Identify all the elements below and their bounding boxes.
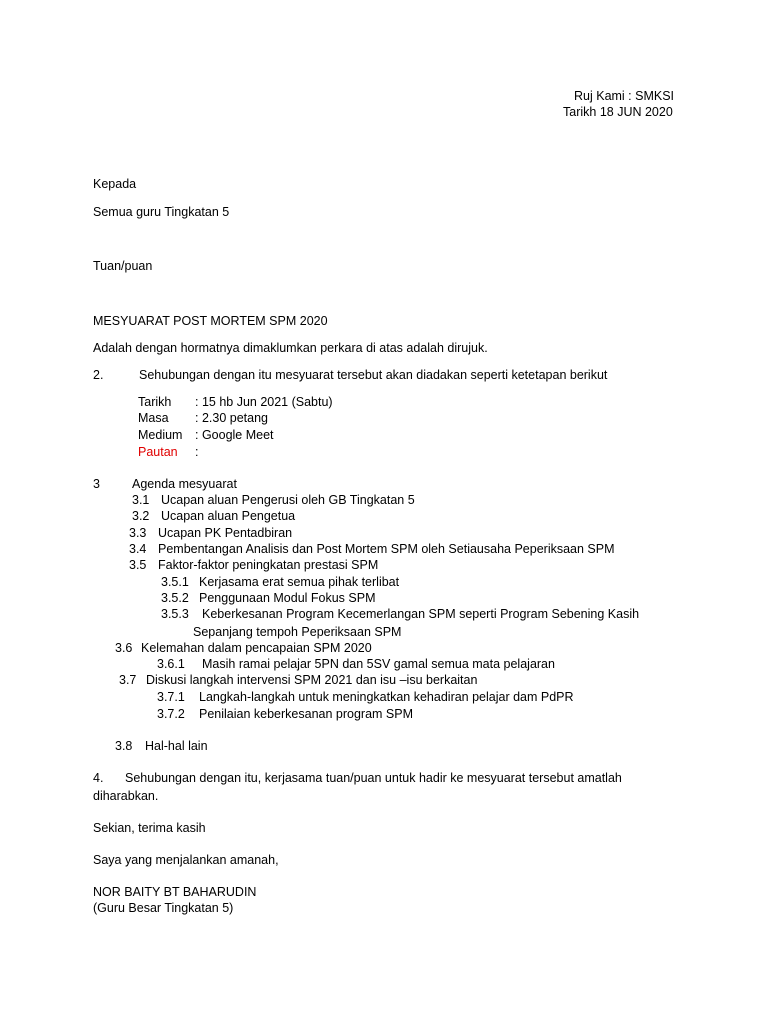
para2-number: 2. [93, 368, 104, 382]
agenda-subitem-text: Langkah-langkah untuk meningkatkan kehadiran pelajar dam PdPR [199, 690, 574, 704]
detail-label-tarikh: Tarikh [138, 395, 172, 409]
signatory-name: NOR BAITY BT BAHARUDIN [93, 885, 257, 899]
agenda-title: Agenda mesyuarat [132, 477, 237, 491]
agenda-number: 3 [93, 477, 100, 491]
agenda-item-text: Diskusi langkah intervensi SPM 2021 dan isu –isu berkaitan [146, 673, 478, 687]
para2-text: Sehubungan dengan itu mesyuarat tersebut akan diadakan seperti ketetapan berikut [139, 368, 608, 382]
closing-text: Sekian, terima kasih [93, 821, 206, 835]
agenda-item-number: 3.6 [115, 641, 133, 655]
agenda-item-text: Pembentangan Analisis dan Post Mortem SPM oleh Setiausaha Peperiksaan SPM [158, 542, 615, 556]
agenda-item-number: 3.1 [132, 493, 150, 507]
subject-heading: MESYUARAT POST MORTEM SPM 2020 [93, 314, 328, 328]
signoff-text: Saya yang menjalankan amanah, [93, 853, 279, 867]
reference-number: Ruj Kami : SMKSI [574, 89, 675, 103]
agenda-item-text: Ucapan aluan Pengerusi oleh GB Tingkatan 5 [161, 493, 415, 507]
agenda-item-number: 3.3 [129, 526, 147, 540]
agenda-item-number: 3.2 [132, 509, 150, 523]
agenda-subitem-number: 3.5.1 [161, 575, 189, 589]
detail-label-pautan: Pautan [138, 445, 178, 459]
para4-line1: Sehubungan dengan itu, kerjasama tuan/puan untuk hadir ke mesyuarat tersebut amatlah [125, 771, 622, 785]
detail-value-pautan: : [195, 445, 199, 459]
agenda-item-number: 3.5 [129, 558, 147, 572]
detail-label-medium: Medium [138, 428, 183, 442]
agenda-subitem-text: Kerjasama erat semua pihak terlibat [199, 575, 400, 589]
intro-paragraph: Adalah dengan hormatnya dimaklumkan perkara di atas adalah dirujuk. [93, 341, 488, 355]
para4-line2: diharabkan. [93, 789, 159, 803]
agenda-subitem-number: 3.7.1 [157, 690, 185, 704]
agenda-subitem-number: 3.5.2 [161, 591, 189, 605]
detail-value-medium: : Google Meet [195, 428, 274, 442]
agenda-item-text: Faktor-faktor peningkatan prestasi SPM [158, 558, 379, 572]
agenda-subitem-continuation: Sepanjang tempoh Peperiksaan SPM [193, 625, 402, 639]
signatory-title: (Guru Besar Tingkatan 5) [93, 901, 234, 915]
agenda-subitem-text: Penggunaan Modul Fokus SPM [199, 591, 376, 605]
agenda-subitem-text: Penilaian keberkesanan program SPM [199, 707, 414, 721]
agenda-item-text: Ucapan PK Pentadbiran [158, 526, 293, 540]
agenda-subitem-text: Keberkesanan Program Kecemerlangan SPM seperti Program Sebening Kasih [202, 607, 640, 621]
agenda-subitem-number: 3.5.3 [161, 607, 189, 621]
recipient-name: Semua guru Tingkatan 5 [93, 205, 230, 219]
letter-date: Tarikh 18 JUN 2020 [563, 105, 673, 119]
detail-label-masa: Masa [138, 411, 169, 425]
agenda-item-text: Ucapan aluan Pengetua [161, 509, 296, 523]
salutation: Tuan/puan [93, 259, 153, 273]
detail-value-tarikh: : 15 hb Jun 2021 (Sabtu) [195, 395, 333, 409]
agenda-item-text: Kelemahan dalam pencapaian SPM 2020 [141, 641, 372, 655]
para4-number: 4. [93, 771, 104, 785]
detail-value-masa: : 2.30 petang [195, 411, 268, 425]
recipient-label: Kepada [93, 177, 137, 191]
agenda-subitem-text: Masih ramai pelajar 5PN dan 5SV gamal semua mata pelajaran [202, 657, 555, 671]
agenda-item-text: Hal-hal lain [145, 739, 208, 753]
agenda-subitem-number: 3.6.1 [157, 657, 185, 671]
agenda-item-number: 3.7 [119, 673, 137, 687]
agenda-item-number: 3.4 [129, 542, 147, 556]
agenda-subitem-number: 3.7.2 [157, 707, 185, 721]
agenda-item-number: 3.8 [115, 739, 133, 753]
